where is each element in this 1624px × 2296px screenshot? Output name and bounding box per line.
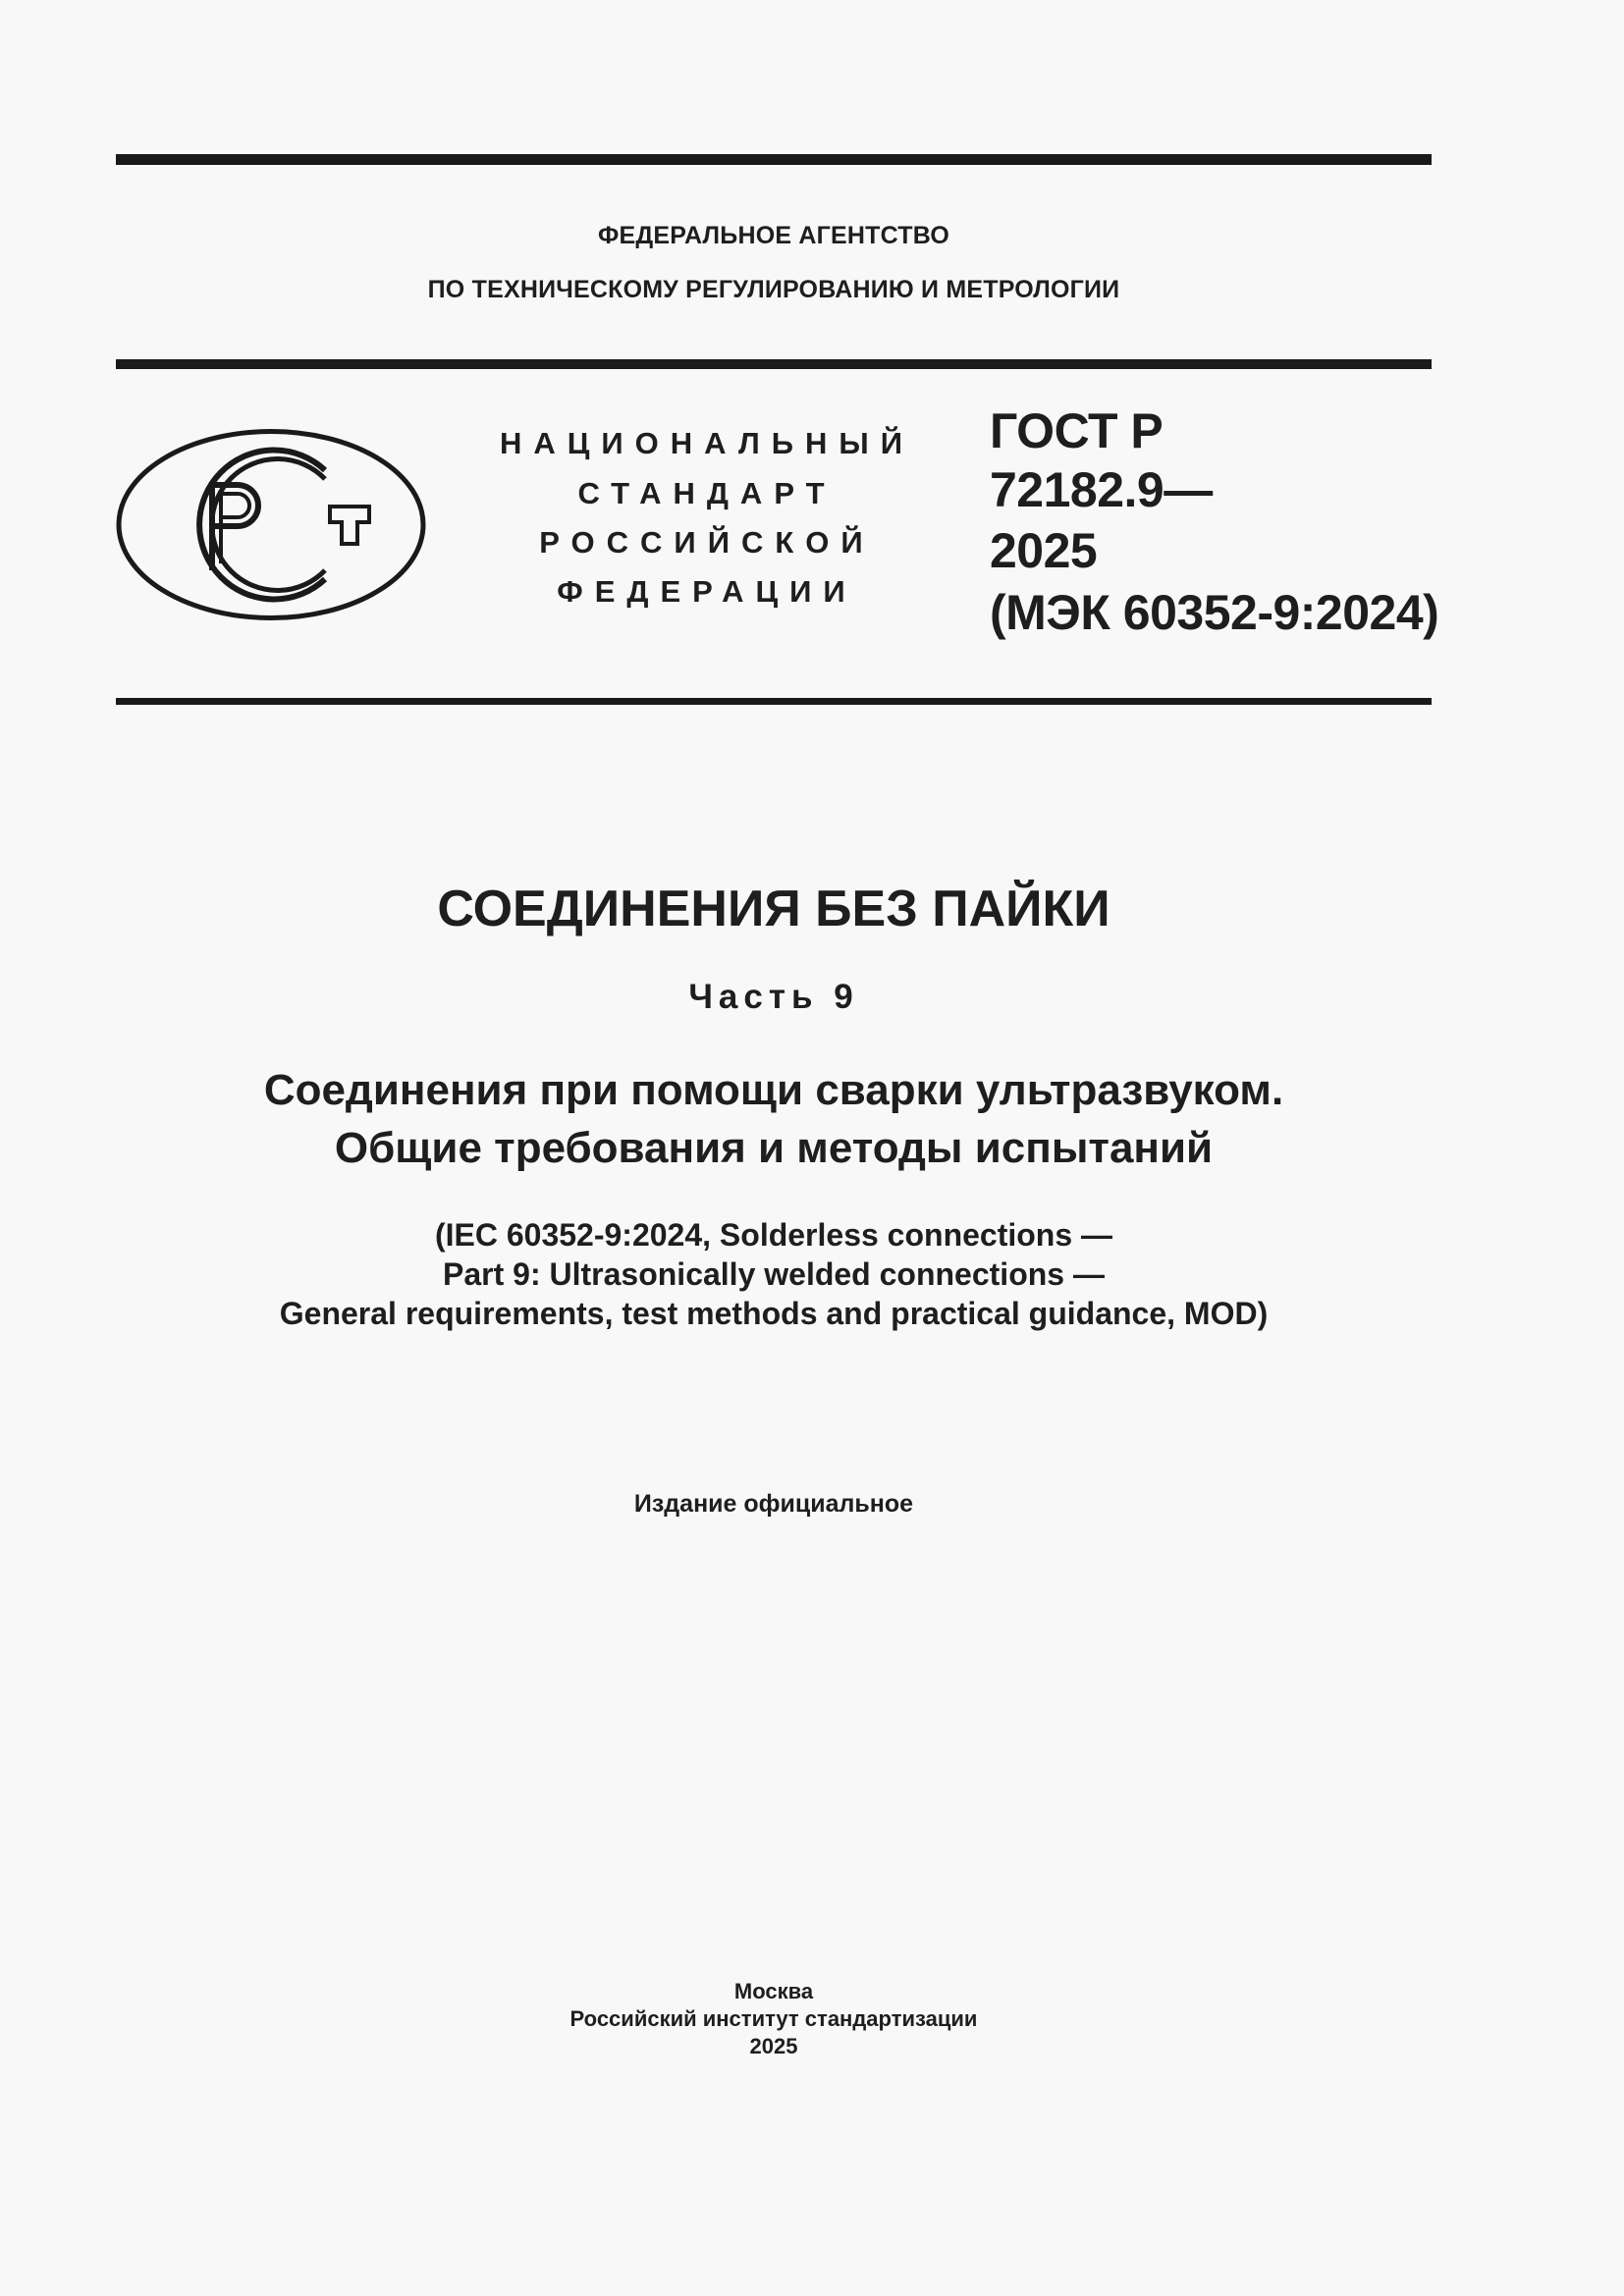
original-title-line-3: General requirements, test methods and practical guidance, MOD) <box>279 1296 1269 1331</box>
designation-line-3: 2025 <box>990 523 1098 578</box>
agency-line-1: ФЕДЕРАЛЬНОЕ АГЕНТСТВО <box>598 222 949 249</box>
top-rule <box>116 154 1432 165</box>
original-title-line-1: (IEC 60352-9:2024, Solderless connections — <box>434 1217 1113 1253</box>
designation-line-4: (МЭК 60352-9:2024) <box>990 585 1439 640</box>
document-title: СОЕДИНЕНИЯ БЕЗ ПАЙКИ <box>437 881 1110 937</box>
standard-type-line-4: ФЕДЕРАЦИИ <box>557 574 857 609</box>
designation-line-1: ГОСТ Р <box>990 403 1164 458</box>
agency-line-2: ПО ТЕХНИЧЕСКОМУ РЕГУЛИРОВАНИЮ И МЕТРОЛОГИИ <box>427 276 1120 303</box>
designation-line-2: 72182.9— <box>990 462 1213 517</box>
original-title-line-2: Part 9: Ultrasonically welded connections — <box>443 1256 1105 1292</box>
rst-emblem-icon <box>116 428 426 621</box>
middle-rule <box>116 359 1432 369</box>
bottom-rule <box>116 698 1432 705</box>
publisher-city: Москва <box>733 1979 814 2003</box>
subtitle-line-1: Соединения при помощи сварки ультразвуком. <box>263 1066 1284 1114</box>
publisher-name: Российский институт стандартизации <box>569 2006 978 2031</box>
part-number: Часть 9 <box>688 978 859 1016</box>
standard-type-line-1: НАЦИОНАЛЬНЫЙ <box>499 426 915 460</box>
standard-type-line-2: СТАНДАРТ <box>577 476 837 510</box>
subtitle-line-2: Общие требования и методы испытаний <box>334 1124 1214 1172</box>
standard-type-line-3: РОССИЙСКОЙ <box>539 525 875 560</box>
publisher-year: 2025 <box>749 2034 798 2058</box>
edition-label: Издание официальное <box>633 1490 914 1518</box>
